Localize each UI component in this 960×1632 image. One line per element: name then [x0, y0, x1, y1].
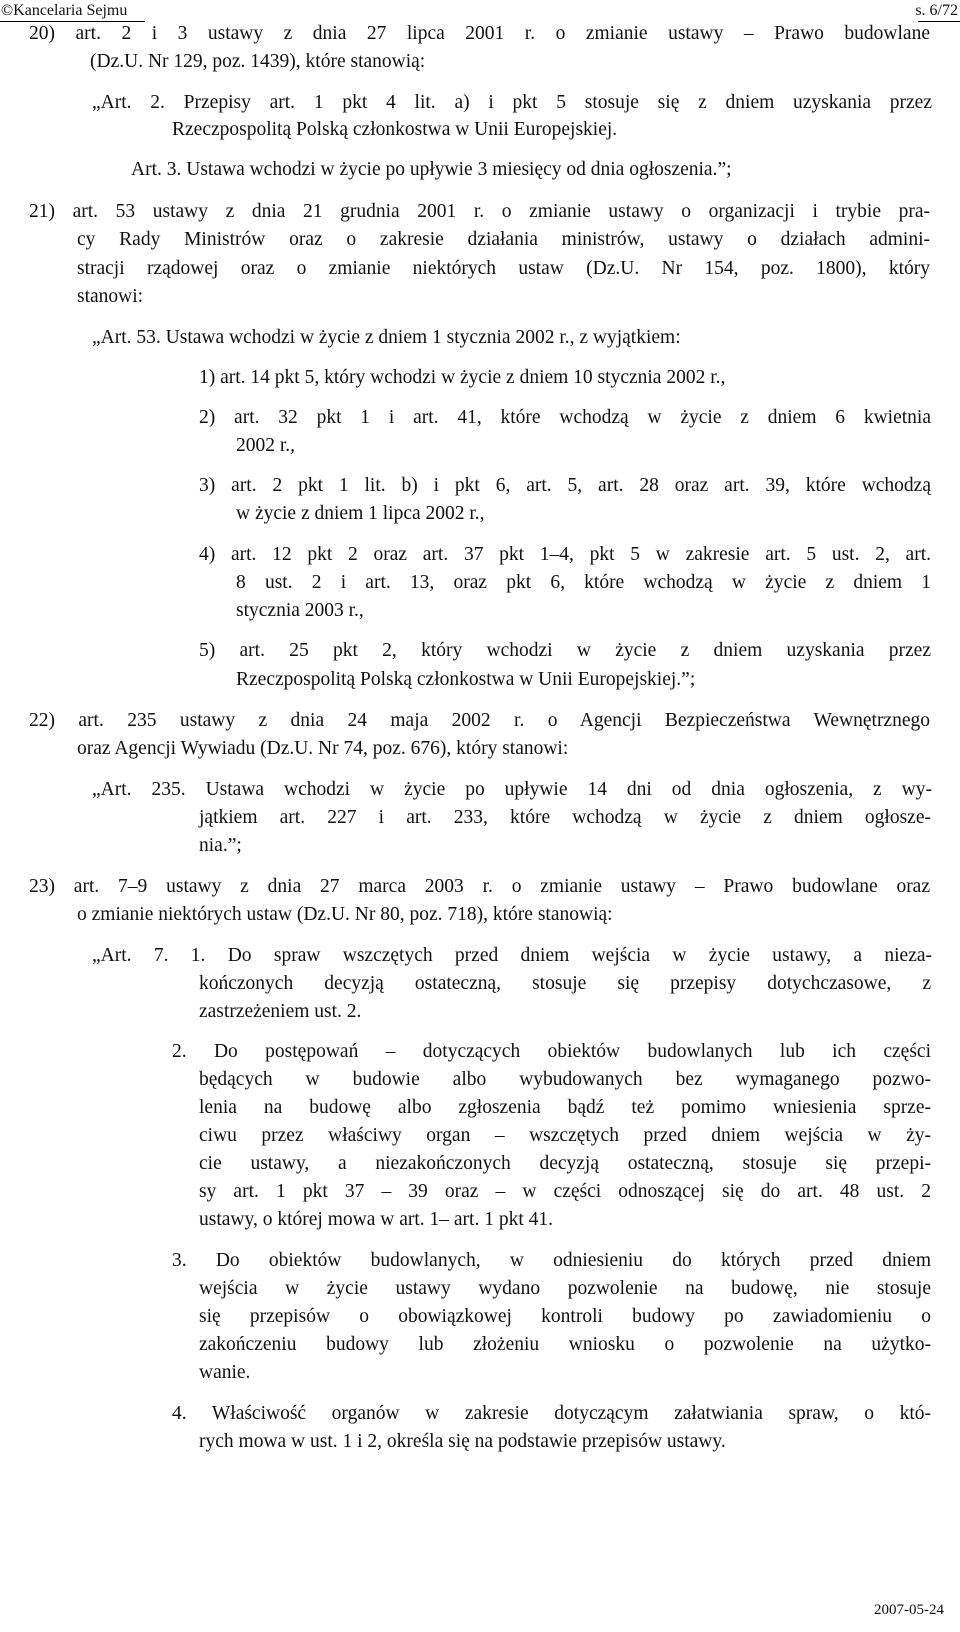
text-line: „Art. 7. 1. Do spraw wszczętych przed dniem wejścia w życie ustawy, a nieza- — [92, 945, 932, 966]
text-line: 2) art. 32 pkt 1 i art. 41, które wchodzą w życie z dniem 6 kwietnia — [199, 407, 931, 428]
text-line: nia.”; — [199, 835, 242, 856]
text-line: się przepisów o obowiązkowej kontroli budowy po zawiadomieniu o — [199, 1306, 931, 1327]
text-line: w życie z dniem 1 lipca 2002 r., — [236, 503, 485, 524]
text-line: lenia na budowę albo zgłoszenia bądź też pomimo wniesienia sprze- — [199, 1097, 931, 1118]
text-line: (Dz.U. Nr 129, poz. 1439), które stanowią: — [90, 51, 426, 72]
text-line: stanowi: — [77, 286, 144, 307]
text-line: Art. 3. Ustawa wchodzi w życie po upływie 3 miesięcy od dnia ogłoszenia.”; — [131, 159, 732, 180]
text-line: zakończeniu budowy lub złożeniu wniosku o pozwolenie na użytko- — [199, 1334, 931, 1355]
text-line: stycznia 2003 r., — [236, 600, 364, 621]
text-line: „Art. 53. Ustawa wchodzi w życie z dniem 1 stycznia 2002 r., z wyjątkiem: — [92, 327, 681, 348]
text-line: o zmianie niektórych ustaw (Dz.U. Nr 80, poz. 718), które stanowią: — [77, 904, 613, 925]
text-line: 1) art. 14 pkt 5, który wchodzi w życie z dniem 10 stycznia 2002 r., — [199, 367, 726, 388]
text-line: zastrzeżeniem ust. 2. — [199, 1001, 362, 1022]
text-line: kończonych decyzją ostateczną, stosuje się przepisy dotychczasowe, z — [199, 973, 931, 994]
text-line: cie ustawy, a niezakończonych decyzją ostateczną, stosuje się przepi- — [199, 1153, 931, 1174]
text-line: cy Rady Ministrów oraz o zakresie działania ministrów, ustawy o działach admini- — [77, 229, 930, 250]
text-line: sy art. 1 pkt 37 – 39 oraz – w części odnoszącej się do art. 48 ust. 2 — [199, 1181, 931, 1202]
header-copyright-underline — [0, 21, 145, 22]
footer-date: 2007-05-24 — [874, 1602, 944, 1618]
text-line: 4) art. 12 pkt 2 oraz art. 37 pkt 1–4, pkt 5 w zakresie art. 5 ust. 2, art. — [199, 544, 931, 565]
text-line: wanie. — [199, 1362, 251, 1383]
header-copyright: ©Kancelaria Sejmu — [1, 2, 128, 19]
text-line: 20) art. 2 i 3 ustawy z dnia 27 lipca 2001 r. o zmianie ustawy – Prawo budowlane — [29, 23, 930, 44]
text-line: 2. Do postępowań – dotyczących obiektów budowlanych lub ich części — [172, 1041, 931, 1062]
text-line: 5) art. 25 pkt 2, który wchodzi w życie z dniem uzyskania przez — [199, 640, 931, 661]
text-line: 21) art. 53 ustawy z dnia 21 grudnia 2001 r. o zmianie ustawy o organizacji i trybie pra- — [29, 201, 930, 222]
text-line: „Art. 2. Przepisy art. 1 pkt 4 lit. a) i pkt 5 stosuje się z dniem uzyskania przez — [92, 92, 932, 113]
text-line: 22) art. 235 ustawy z dnia 24 maja 2002 r. o Agencji Bezpieczeństwa Wewnętrznego — [29, 710, 930, 731]
text-line: jątkiem art. 227 i art. 233, które wchodzą w życie z dniem ogłosze- — [199, 807, 931, 828]
text-line: Rzeczpospolitą Polską członkostwa w Unii Europejskiej.”; — [236, 669, 696, 690]
text-line: oraz Agencji Wywiadu (Dz.U. Nr 74, poz. 676), który stanowi: — [77, 738, 569, 759]
text-line: „Art. 235. Ustawa wchodzi w życie po upływie 14 dni od dnia ogłoszenia, z wy- — [92, 779, 932, 800]
text-line: 3) art. 2 pkt 1 lit. b) i pkt 6, art. 5, art. 28 oraz art. 39, które wchodzą — [199, 475, 931, 496]
text-line: ciwu przez właściwy organ – wszczętych przed dniem wejścia w ży- — [199, 1125, 931, 1146]
text-line: stracji rządowej oraz o zmianie niektórych ustaw (Dz.U. Nr 154, poz. 1800), który — [77, 258, 930, 279]
text-line: będących w budowie albo wybudowanych bez wymaganego pozwo- — [199, 1069, 931, 1090]
text-line: Rzeczpospolitą Polską członkostwa w Unii Europejskiej. — [172, 119, 618, 140]
text-line: 23) art. 7–9 ustawy z dnia 27 marca 2003 r. o zmianie ustawy – Prawo budowlane oraz — [29, 876, 930, 897]
text-line: rych mowa w ust. 1 i 2, określa się na podstawie przepisów ustawy. — [199, 1431, 726, 1452]
text-line: 3. Do obiektów budowlanych, w odniesieniu do których przed dniem — [172, 1250, 931, 1271]
text-line: ustawy, o której mowa w art. 1– art. 1 pkt 41. — [199, 1209, 553, 1230]
text-line: wejścia w życie ustawy wydano pozwolenie na budowę, nie stosuje — [199, 1278, 931, 1299]
header-page-underline — [918, 21, 960, 22]
text-line: 2002 r., — [236, 435, 296, 456]
header-page-number: s. 6/72 — [915, 2, 958, 19]
text-line: 8 ust. 2 i art. 13, oraz pkt 6, które wchodzą w życie z dniem 1 — [236, 572, 931, 593]
text-line: 4. Właściwość organów w zakresie dotyczącym załatwiania spraw, o któ- — [172, 1403, 931, 1424]
